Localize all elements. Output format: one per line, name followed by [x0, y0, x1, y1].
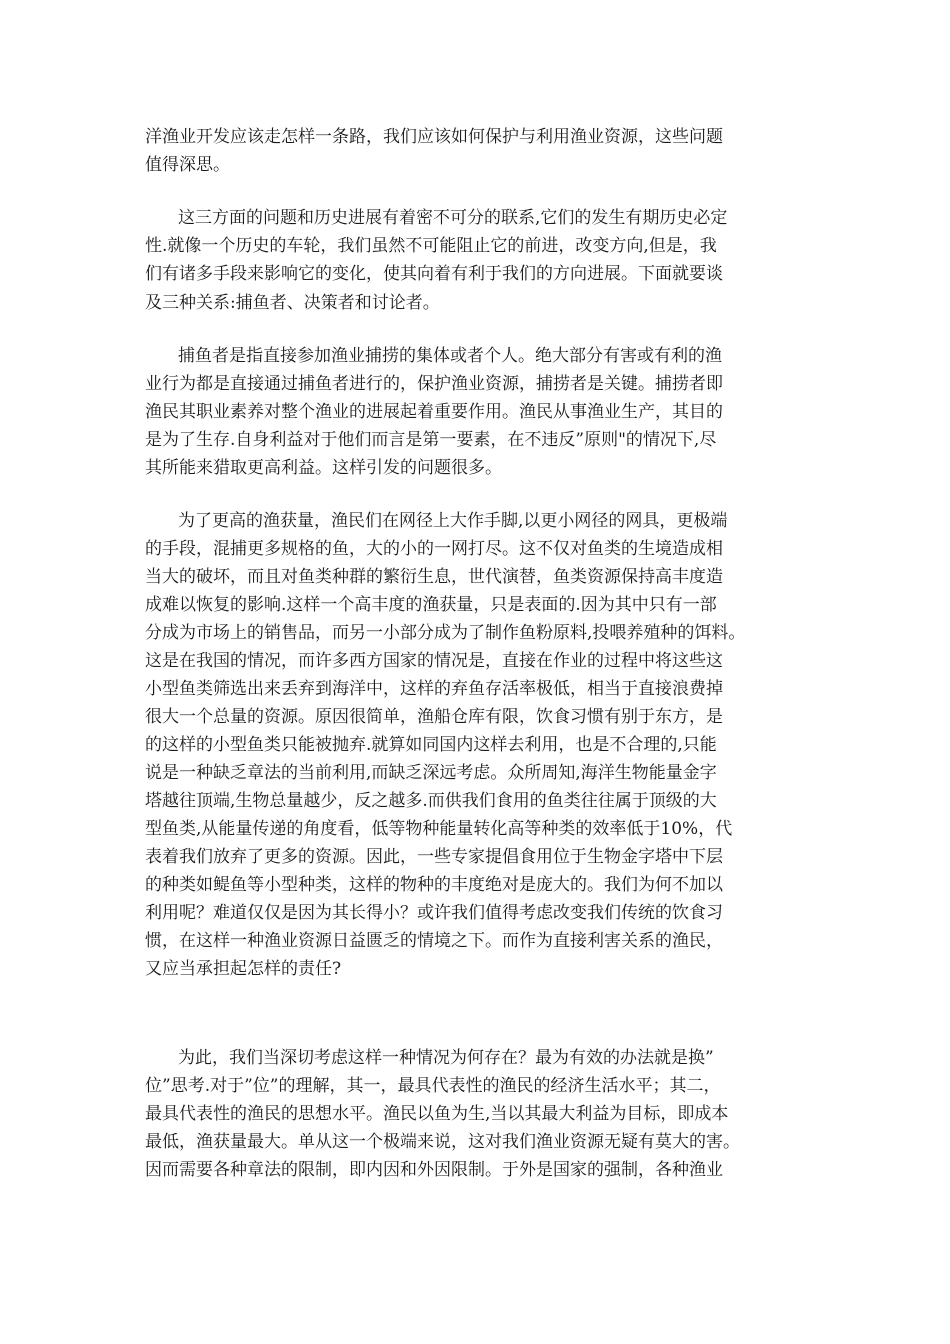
text-line: 是为了生存.自身利益对于他们而言是第一要素，在不违反”原则"的情况下,尽 — [145, 430, 717, 450]
text-line: 为了更高的渔获量，渔民们在网径上大作手脚,以更小网径的网具，更极端 — [178, 511, 728, 531]
text-line: 成难以恢复的影响.这样一个高丰度的渔获量，只是表面的.因为其中只有一部 — [145, 595, 717, 615]
text-line: 惯，在这样一种渔业资源日益匮乏的情境之下。而作为直接利害关系的渔民， — [145, 931, 723, 951]
text-line: 分成为市场上的销售品，而另一小部分成为了制作鱼粉原料,投喂养殖种的饵料。 — [145, 623, 746, 643]
text-line: 渔民其职业素养对整个渔业的进展起着重要作用。渔民从事渔业生产，其目的 — [145, 402, 723, 422]
text-line: 很大一个总量的资源。原因很简单，渔船仓库有限，饮食习惯有别于东方，是 — [145, 707, 723, 727]
text-line: 们有诸多手段来影响它的变化，使其向着有利于我们的方向进展。下面就要谈 — [145, 264, 723, 284]
text-line: 为此，我们当深切考虑这样一种情况为何存在？最为有效的办法就是换” — [178, 1048, 714, 1068]
text-line: 性.就像一个历史的车轮，我们虽然不可能阻止它的前进，改变方向,但是，我 — [145, 236, 717, 256]
text-line: 塔越往顶端,生物总量越少，反之越多.而供我们食用的鱼类往往属于顶级的大 — [145, 791, 717, 811]
text-line: 小型鱼类筛选出来丢弃到海洋中，这样的弃鱼存活率极低，相当于直接浪费掉 — [145, 679, 723, 699]
text-line: 表着我们放弃了更多的资源。因此，一些专家提倡食用位于生物金字塔中下层 — [145, 847, 723, 867]
text-line: 最低，渔获量最大。单从这一个极端来说，这对我们渔业资源无疑有莫大的害。 — [145, 1132, 740, 1152]
text-line: 当大的破坏，而且对鱼类种群的繁衍生息，世代演替，鱼类资源保持高丰度造 — [145, 567, 723, 587]
text-line: 捕鱼者是指直接参加渔业捕捞的集体或者个人。绝大部分有害或有利的渔 — [178, 346, 722, 366]
text-line: 说是一种缺乏章法的当前利用,而缺乏深远考虑。众所周知,海洋生物能量金字 — [145, 763, 717, 783]
text-line: 这是在我国的情况，而许多西方国家的情况是，直接在作业的过程中将这些这 — [145, 651, 723, 671]
text-line: 这三方面的问题和历史进展有着密不可分的联系,它们的发生有期历史必定 — [178, 208, 728, 228]
text-line: 最具代表性的渔民的思想水平。渔民以鱼为生,当以其最大利益为目标，即成本 — [145, 1104, 729, 1124]
text-line: 洋渔业开发应该走怎样一条路，我们应该如何保护与利用渔业资源，这些问题 — [145, 127, 723, 147]
text-line: 的这样的小型鱼类只能被抛弃.就算如同国内这样去利用，也是不合理的,只能 — [145, 735, 717, 755]
text-line: 值得深思。 — [145, 155, 230, 175]
text-line: 利用呢？难道仅仅是因为其长得小？或许我们值得考虑改变我们传统的饮食习 — [145, 903, 723, 923]
text-line: 及三种关系:捕鱼者、决策者和讨论者。 — [145, 293, 440, 313]
text-line: 位”思考.对于”位”的理解，其一，最具代表性的渔民的经济生活水平；其二， — [145, 1076, 721, 1096]
text-line: 的手段，混捕更多规格的鱼，大的小的一网打尽。这不仅对鱼类的生境造成相 — [145, 539, 723, 559]
text-line: 因而需要各种章法的限制，即内因和外因限制。于外是国家的强制，各种渔业 — [145, 1160, 723, 1180]
text-line: 业行为都是直接通过捕鱼者进行的，保护渔业资源，捕捞者是关键。捕捞者即 — [145, 374, 723, 394]
text-line: 又应当承担起怎样的责任? — [145, 959, 342, 979]
text-line: 其所能来猎取更高利益。这样引发的问题很多。 — [145, 458, 502, 478]
text-line: 型鱼类,从能量传递的角度看，低等物种能量转化高等种类的效率低于10%，代 — [145, 819, 733, 839]
text-line: 的种类如鳀鱼等小型种类，这样的物种的丰度绝对是庞大的。我们为何不加以 — [145, 875, 723, 895]
